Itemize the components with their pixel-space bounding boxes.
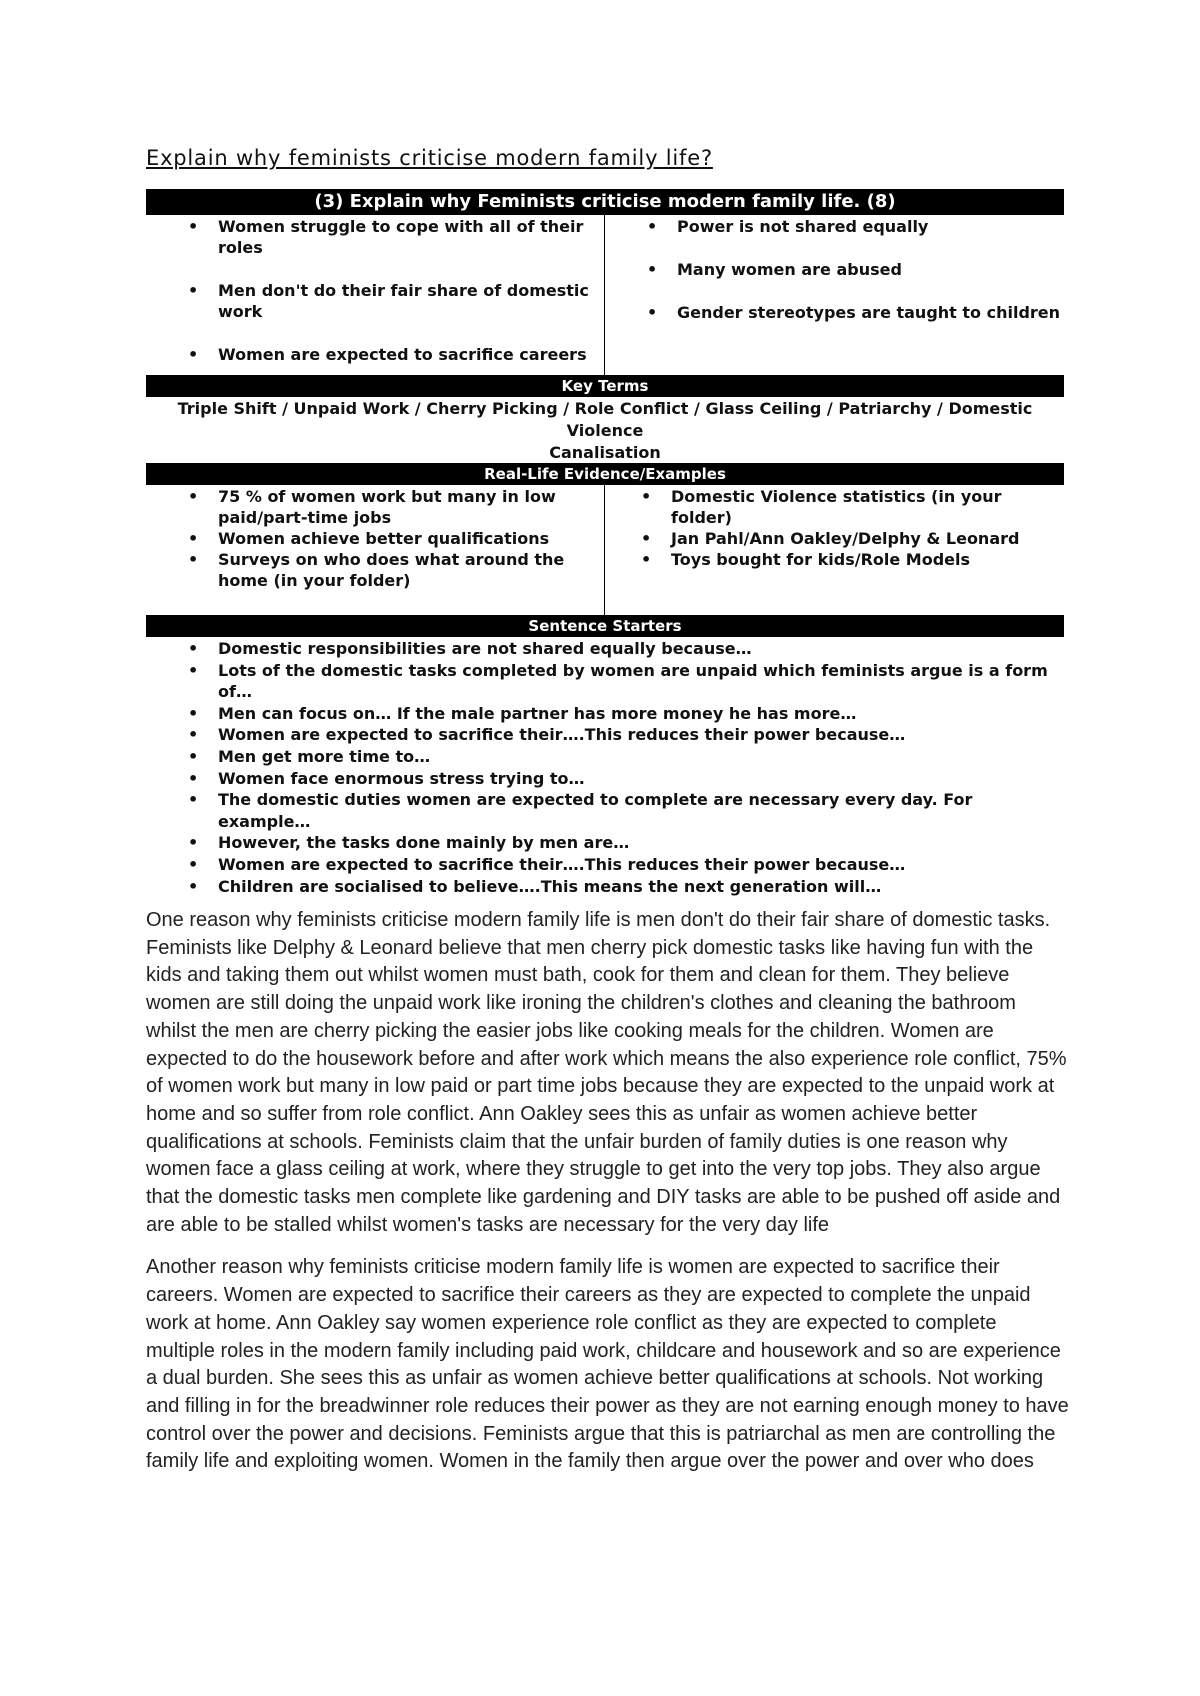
list-item: • Gender stereotypes are taught to children: [677, 302, 1064, 323]
page-title: Explain why feminists criticise modern family life?: [146, 146, 713, 170]
key-terms-text: Triple Shift / Unpaid Work / Cherry Picking / Role Conflict / Glass Ceiling / Patriarchy / Domestic Violence: [177, 399, 1033, 440]
list-item: • Women face enormous stress trying to…: [218, 768, 1064, 790]
list-item: • Surveys on who does what around the home (in your folder): [218, 549, 604, 591]
list-item: • Men don't do their fair share of domestic work: [218, 280, 604, 322]
list-item: • Women are expected to sacrifice careers: [218, 344, 604, 365]
essay-paragraph: One reason why feminists criticise modern family life is men don't do their fair share of domestic tasks. Feminists like Delphy & Leonard believe that men cherry pick domestic tasks like having fun with the kids and taking them out whilst women must bath, cook for them and clean for them. They believe women are still doing the unpaid work like ironing the children's clothes and cleaning the bathroom whilst the men are cherry picking the easier jobs like cooking meals for the children. Women are expected to do the housework before and after work which means the also experience role conflict, 75% of women work but many in low paid or part time jobs because they are expected to the unpaid work at home and so suffer from role conflict. Ann Oakley sees this as unfair as women achieve better qualifications at schools. Feminists claim that the unfair burden of family duties is one reason why women face a glass ceiling at work, where they struggle to get into the very top jobs. They also argue that the domestic tasks men complete like gardening and DIY tasks are able to be pushed off aside and are able to be stalled whilst women's tasks are necessary for the very day life: [146, 909, 1067, 1236]
evidence-right-column: [605, 485, 1064, 615]
criteria-left-column: [146, 215, 605, 375]
key-terms-list: [146, 397, 1064, 463]
list-item: • Many women are abused: [677, 259, 1064, 280]
list-item: • Women struggle to cope with all of their roles: [218, 216, 604, 258]
list-item: • Domestic Violence statistics (in your folder): [671, 486, 1064, 528]
list-item: • Men can focus on… If the male partner has more money he has more…: [218, 703, 1064, 725]
sentence-starters-header: Sentence Starters: [146, 615, 1064, 637]
list-item: • Women are expected to sacrifice their….This reduces their power because…: [218, 854, 1064, 876]
question-header: (3) Explain why Feminists criticise modern family life. (8): [146, 189, 1064, 215]
list-item: • Men get more time to…: [218, 746, 1064, 768]
revision-box: [146, 189, 1064, 897]
list-item: • Lots of the domestic tasks completed by women are unpaid which feminists argue is a form of…: [218, 660, 1064, 703]
list-item: • Children are socialised to believe….This means the next generation will…: [218, 876, 1064, 898]
evidence-left-column: [146, 485, 605, 615]
criteria-section: [146, 215, 1064, 375]
list-item: • 75 % of women work but many in low paid/part-time jobs: [218, 486, 604, 528]
criteria-right-column: [605, 215, 1064, 375]
key-terms-header: Key Terms: [146, 375, 1064, 397]
list-item: • Jan Pahl/Ann Oakley/Delphy & Leonard: [671, 528, 1064, 549]
list-item: • Toys bought for kids/Role Models: [671, 549, 1064, 570]
list-item: • However, the tasks done mainly by men are…: [218, 832, 1064, 854]
key-terms-text-2: Canalisation: [549, 443, 661, 462]
list-item: • Domestic responsibilities are not shared equally because…: [218, 638, 1064, 660]
list-item: • Power is not shared equally: [677, 216, 1064, 237]
evidence-section: [146, 485, 1064, 615]
list-item: • Women are expected to sacrifice their….This reduces their power because…: [218, 724, 1064, 746]
essay-paragraph: Another reason why feminists criticise modern family life is women are expected to sacrifice their careers. Women are expected to sacrifice their careers as they are expected to complete the unpaid work at home. Ann Oakley say women experience role conflict as they are expected to complete multiple roles in the modern family including paid work, childcare and housework and so are experience a dual burden. She sees this as unfair as women achieve better qualifications at schools. Not working and filling in for the breadwinner role reduces their power as they are not earning enough money to have control over the power and decisions. Feminists argue that this is patriarchal as men are controlling the family life and exploiting women. Women in the family then argue over the power and over who does: [146, 1256, 1069, 1473]
sentence-starters-section: [146, 637, 1064, 897]
list-item: • Women achieve better qualifications: [218, 528, 604, 549]
evidence-header: Real-Life Evidence/Examples: [146, 463, 1064, 485]
list-item: • The domestic duties women are expected to complete are necessary every day. For example…: [218, 789, 1064, 832]
essay-body: [146, 907, 1070, 1491]
